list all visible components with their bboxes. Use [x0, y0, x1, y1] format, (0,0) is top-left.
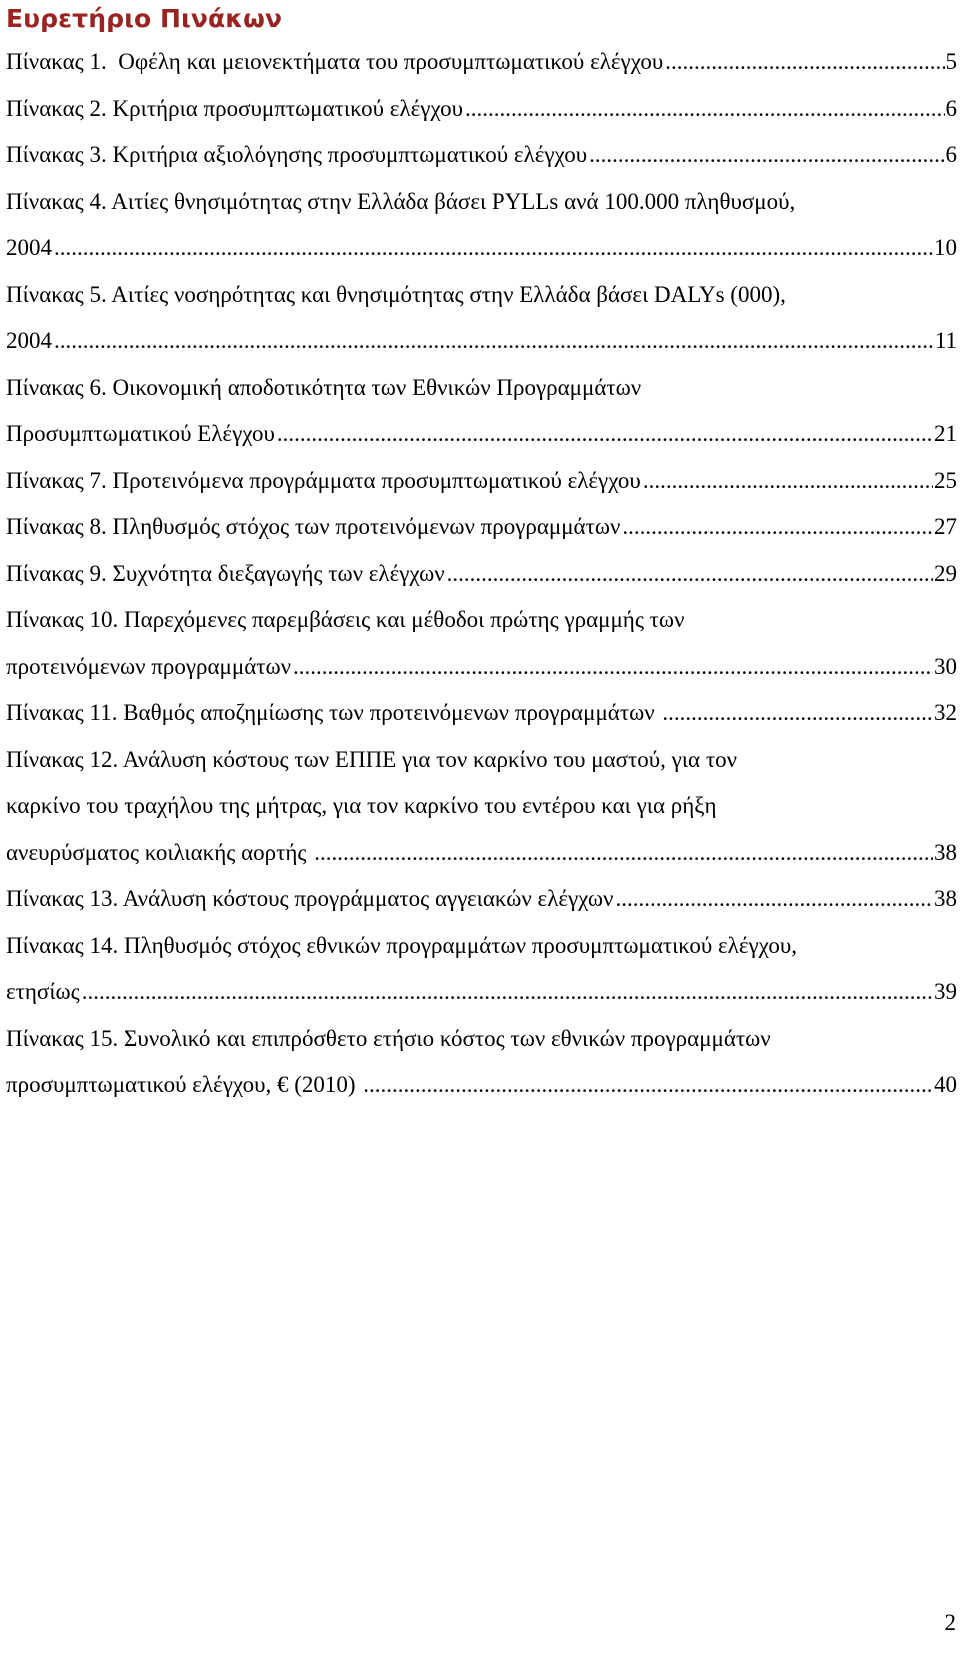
table-of-tables-list: [6, 39, 957, 1109]
toc-entry-leader-line: [6, 551, 957, 598]
dot-leader: [54, 225, 933, 272]
toc-entry[interactable]: [6, 272, 957, 365]
toc-entry[interactable]: [6, 690, 957, 737]
toc-entry-label: Πίνακας 11. Βαθμός αποζημίωσης των προτεινόμενων προγραμμάτων: [6, 700, 661, 725]
dot-leader: [293, 644, 933, 691]
toc-entry-label: Πίνακας 8. Πληθυσμός στόχος των προτεινόμενων προγραμμάτων: [6, 514, 621, 539]
toc-entry-label: ανευρύσματος κοιλιακής αορτής: [6, 839, 313, 865]
toc-entry-text-line: Πίνακας 10. Παρεχόμενες παρεμβάσεις και μέθοδοι πρώτης γραμμής των: [6, 607, 685, 632]
toc-entry-label: προτεινόμενων προγραμμάτων: [6, 653, 292, 679]
toc-entry-leader-line: [6, 830, 957, 877]
dot-leader: [589, 132, 944, 179]
toc-entry-label: 2004: [6, 328, 52, 353]
toc-entry-text-line: καρκίνο του τραχήλου της μήτρας, για τον καρκίνο του εντέρου και για ρήξη: [6, 793, 717, 818]
toc-entry[interactable]: [6, 179, 957, 272]
toc-entry[interactable]: [6, 551, 957, 598]
toc-entry-page-number: 38: [934, 886, 957, 911]
toc-entry-leader-line: [6, 39, 957, 86]
page-title: Ευρετήριο Πινάκων: [6, 4, 283, 33]
toc-entry-leader-line: [6, 969, 957, 1016]
toc-entry-label: Πίνακας 2. Κριτήρια προσυμπτωματικού ελέγχου: [6, 95, 464, 121]
toc-entry-leader-line: [6, 504, 957, 551]
dot-leader: [662, 690, 933, 737]
toc-entry-page-number: 10: [934, 235, 957, 260]
toc-entry[interactable]: [6, 39, 957, 86]
toc-entry-page-number: 6: [945, 95, 957, 121]
toc-entry-leader-line: [6, 86, 957, 133]
toc-entry-label: Πίνακας 1. Οφέλη και μειονεκτήματα του προσυμπτωματικού ελέγχου: [6, 49, 664, 74]
toc-entry-text-line: Πίνακας 14. Πληθυσμός στόχος εθνικών προγραμμάτων προσυμπτωματικού ελέγχου,: [6, 932, 797, 958]
dot-leader: [643, 458, 933, 505]
toc-entry-text-line: Πίνακας 5. Αιτίες νοσηρότητας και θνησιμότητας στην Ελλάδα βάσει DALYs (000),: [6, 281, 786, 307]
toc-entry-page-number: 38: [934, 839, 957, 865]
dot-leader: [314, 830, 933, 877]
toc-entry-page-number: 25: [934, 467, 957, 493]
toc-entry[interactable]: [6, 132, 957, 179]
dot-leader: [447, 551, 933, 598]
toc-entry-page-number: 40: [934, 1072, 957, 1097]
dot-leader: [277, 411, 933, 458]
toc-entry[interactable]: [6, 86, 957, 133]
toc-entry-label: Πίνακας 3. Κριτήρια αξιολόγησης προσυμπτωματικού ελέγχου: [6, 142, 588, 167]
toc-entry-leader-line: [6, 876, 957, 923]
toc-entry[interactable]: [6, 458, 957, 505]
toc-entry[interactable]: [6, 737, 957, 877]
toc-entry-text-line: Πίνακας 12. Ανάλυση κόστους των ΕΠΠΕ για τον καρκίνο του μαστού, για τον: [6, 746, 737, 772]
dot-leader: [363, 1062, 933, 1109]
toc-entry-leader-line: [6, 690, 957, 737]
toc-entry-page-number: 32: [934, 700, 957, 725]
toc-entry-page-number: 30: [934, 653, 957, 679]
toc-entry-leader-line: [6, 411, 957, 458]
dot-leader: [665, 39, 944, 86]
toc-entry-page-number: 27: [934, 514, 957, 539]
toc-entry-label: Πίνακας 9. Συχνότητα διεξαγωγής των ελέγχων: [6, 560, 445, 586]
dot-leader: [615, 876, 933, 923]
toc-entry-page-number: 29: [934, 560, 957, 586]
toc-entry[interactable]: [6, 876, 957, 923]
toc-entry-label: Προσυμπτωματικού Ελέγχου: [6, 421, 275, 446]
toc-entry-text-line: Πίνακας 15. Συνολικό και επιπρόσθετο ετήσιο κόστος των εθνικών προγραμμάτων: [6, 1025, 771, 1051]
toc-entry-label: ετησίως: [6, 979, 80, 1004]
toc-entry-label: Πίνακας 7. Προτεινόμενα προγράμματα προσυμπτωματικού ελέγχου: [6, 467, 641, 493]
toc-entry-label: προσυμπτωματικού ελέγχου, € (2010): [6, 1072, 362, 1097]
dot-leader: [54, 318, 934, 365]
toc-entry-label: 2004: [6, 235, 52, 260]
dot-leader: [465, 86, 944, 133]
toc-entry-page-number: 6: [945, 142, 957, 167]
toc-entry-label: Πίνακας 13. Ανάλυση κόστους προγράμματος αγγειακών ελέγχων: [6, 886, 614, 911]
toc-entry-page-number: 39: [934, 979, 957, 1004]
toc-entry[interactable]: [6, 923, 957, 1016]
toc-entry-leader-line: [6, 318, 957, 365]
toc-entry-page-number: 11: [934, 328, 957, 353]
toc-entry-page-number: 21: [934, 421, 957, 446]
toc-entry-leader-line: [6, 1062, 957, 1109]
toc-entry-leader-line: [6, 132, 957, 179]
toc-entry-leader-line: [6, 458, 957, 505]
dot-leader: [622, 504, 933, 551]
toc-entry-leader-line: [6, 225, 957, 272]
toc-entry-leader-line: [6, 644, 957, 691]
toc-entry[interactable]: [6, 504, 957, 551]
toc-entry[interactable]: [6, 365, 957, 458]
toc-entry-page-number: 5: [945, 49, 957, 74]
toc-entry-text-line: Πίνακας 6. Οικονομική αποδοτικότητα των Εθνικών Προγραμμάτων: [6, 374, 642, 400]
toc-entry[interactable]: [6, 1016, 957, 1109]
dot-leader: [82, 969, 933, 1016]
page-number: 2: [944, 1610, 956, 1635]
toc-entry-text-line: Πίνακας 4. Αιτίες θνησιμότητας στην Ελλάδα βάσει PYLLs ανά 100.000 πληθυσμού,: [6, 188, 796, 214]
toc-entry[interactable]: [6, 597, 957, 690]
